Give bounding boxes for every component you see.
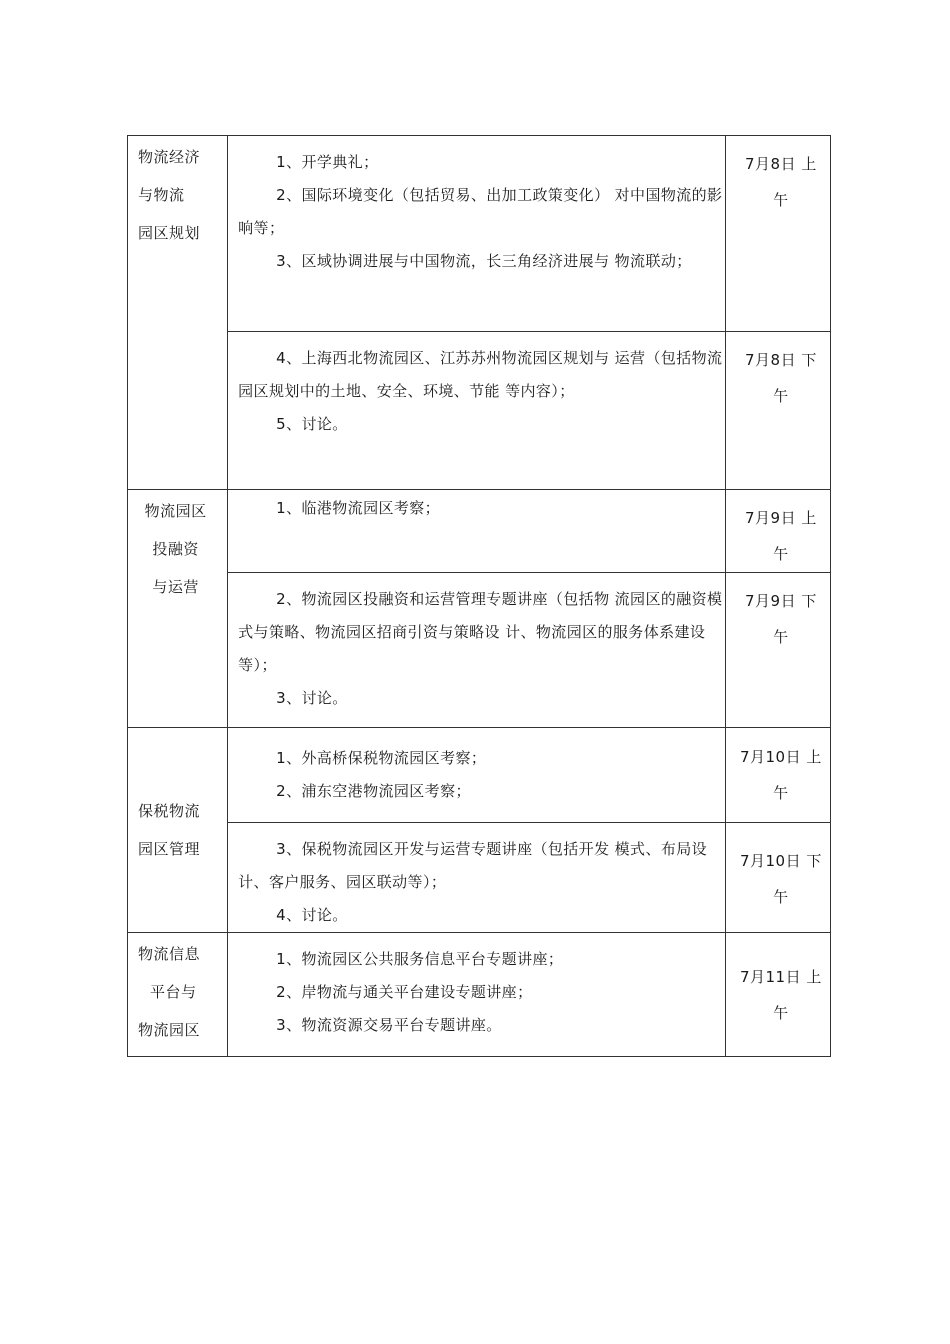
- session-item: 4、讨论。: [276, 906, 348, 924]
- session-item: 1、开学典礼；: [276, 153, 379, 171]
- topic-cell: [128, 933, 228, 1057]
- topic-line: 园区管理: [138, 840, 201, 858]
- table-row: [128, 933, 831, 1057]
- session-period: 午: [773, 784, 789, 802]
- table-row: [128, 728, 831, 823]
- topic-cell: [128, 490, 228, 728]
- date-cell: [725, 823, 830, 933]
- content-cell: [228, 933, 726, 1057]
- date-cell: [725, 933, 830, 1057]
- session-item: 2、浦东空港物流园区考察；: [276, 782, 471, 800]
- session-item: 2、物流园区投融资和运营管理专题讲座（包括物 流园区的融资模式与策略、物流园区招商引资与策略设 计、物流园区的服务体系建设等）；: [238, 590, 723, 674]
- content-cell: [228, 728, 726, 823]
- table-row: [128, 332, 831, 490]
- topic-cell: [128, 136, 228, 490]
- session-item: 3、讨论。: [276, 689, 348, 707]
- date-cell: [725, 136, 830, 332]
- session-period: 午: [773, 1003, 789, 1022]
- session-item: 2、国际环境变化（包括贸易、出加工政策变化） 对中国物流的影响等；: [238, 186, 723, 237]
- topic-line: 园区规划: [138, 224, 201, 242]
- schedule-table: [127, 135, 831, 1057]
- session-date: 7月9日 下: [744, 592, 817, 610]
- session-item: 5、讨论。: [276, 415, 348, 433]
- session-period: 午: [773, 545, 789, 563]
- session-period: 午: [773, 628, 789, 646]
- content-cell: [228, 490, 726, 573]
- topic-line: 投融资: [152, 540, 199, 558]
- session-date: 7月8日 上: [744, 155, 817, 173]
- session-period: 午: [773, 191, 789, 209]
- topic-line: 物流信息: [138, 945, 201, 963]
- session-period: 午: [773, 387, 789, 405]
- content-cell: [228, 136, 726, 332]
- date-cell: [725, 728, 830, 823]
- session-item: 3、保税物流园区开发与运营专题讲座（包括开发 模式、布局设计、客户服务、园区联动等）；: [238, 840, 708, 891]
- session-item: 1、外高桥保税物流园区考察；: [276, 749, 487, 767]
- date-cell: [725, 573, 830, 728]
- session-date: 7月10日 上: [739, 748, 822, 766]
- topic-line: 物流园区: [138, 1021, 201, 1039]
- topic-line: 与物流: [138, 186, 185, 204]
- table-row: [128, 490, 831, 573]
- topic-cell: [128, 728, 228, 933]
- topic-line: 保税物流: [138, 802, 201, 820]
- session-item: 4、上海西北物流园区、江苏苏州物流园区规划与 运营（包括物流园区规划中的土地、安全、环境、节能 等内容）；: [238, 349, 723, 400]
- topic-line: 平台与: [150, 983, 197, 1001]
- date-cell: [725, 490, 830, 573]
- topic-line: 物流园区: [144, 502, 207, 520]
- session-date: 7月10日 下: [739, 852, 822, 870]
- session-date: 7月11日 上: [739, 967, 822, 986]
- date-cell: [725, 332, 830, 490]
- table-row: [128, 823, 831, 933]
- topic-line: 与运营: [152, 578, 199, 596]
- session-date: 7月8日 下: [744, 351, 817, 369]
- session-item: 1、临港物流园区考察；: [276, 499, 441, 517]
- session-item: 1、物流园区公共服务信息平台专题讲座；: [276, 950, 564, 968]
- topic-line: 物流经济: [138, 148, 201, 166]
- session-item: 3、区域协调进展与中国物流，长三角经济进展与 物流联动；: [276, 252, 692, 270]
- content-cell: [228, 332, 726, 490]
- table-row: [128, 136, 831, 332]
- session-date: 7月9日 上: [744, 509, 817, 527]
- session-item: 2、岸物流与通关平台建设专题讲座；: [276, 983, 533, 1001]
- content-cell: [228, 823, 726, 933]
- content-cell: [228, 573, 726, 728]
- session-period: 午: [773, 888, 789, 906]
- table-row: [128, 573, 831, 728]
- session-item: 3、物流资源交易平台专题讲座。: [276, 1016, 502, 1034]
